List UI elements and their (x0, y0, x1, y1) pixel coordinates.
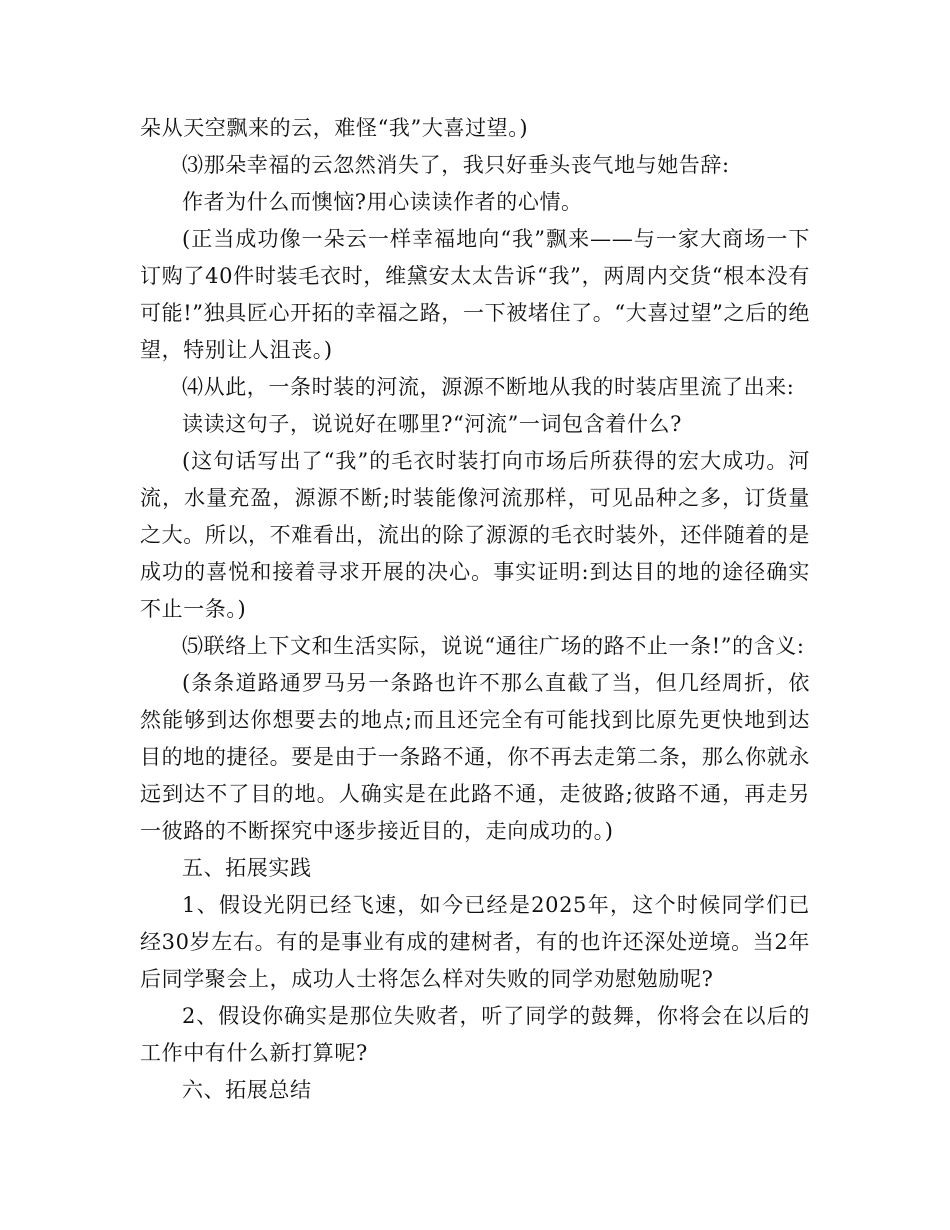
answer-4: (这句话写出了“我”的毛衣时装打向市场后所获得的宏大成功。河流，水量充盈，源源不断;时装能像河流那样，可见品种之多，订货量之大。所以，不难看出，流出的除了源源的毛衣时装外，还伴随着的是成功的喜悦和接着寻求开展的决心。事实证明:到达目的地的途径确实不止一条。) (140, 449, 810, 621)
answer-3: (正当成功像一朵云一样幸福地向“我”飘来——与一家大商场一下订购了40件时装毛衣时，维黛安太太告诉“我”，两周内交货“根本没有可能!”独具匠心开拓的幸福之路，一下被堵住了。“大喜过望”之后的绝望，特别让人沮丧。) (140, 227, 810, 362)
question-5: ⑸联络上下文和生活实际，说说“通往广场的路不止一条!”的含义: (182, 634, 805, 658)
question-4-prompt: 读读这句子，说说好在哪里?“河流”一词包含着什么? (182, 412, 682, 436)
answer-5: (条条道路通罗马另一条路也许不那么直截了当，但几经周折，依然能够到达你想要去的地点;而且还完全有可能找到比原先更快地到达目的地的捷径。要是由于一条路不通，你不再去走第二条，那么你就永远到达不了目的地。人确实是在此路不通，走彼路;彼路不通，再走另一彼路的不断探究中逐步接近目的，走向成功的。) (140, 671, 810, 843)
practice-item-1: 1、假设光阴已经飞速，如今已经是2025年，这个时候同学们已经30岁左右。有的是事业有成的建树者，有的也许还深处逆境。当2年后同学聚会上，成功人士将怎么样对失败的同学劝慰勉励呢? (140, 893, 810, 991)
practice-item-2: 2、假设你确实是那位失败者，听了同学的鼓舞，你将会在以后的工作中有什么新打算呢? (140, 1004, 810, 1065)
question-3-prompt: 作者为什么而懊恼?用心读读作者的心情。 (182, 190, 583, 214)
document-body (140, 110, 810, 1109)
question-3: ⑶那朵幸福的云忽然消失了，我只好垂头丧气地与她告辞: (182, 153, 730, 177)
question-4: ⑷从此，一条时装的河流，源源不断地从我的时装店里流了出来: (182, 375, 795, 399)
section-heading-6: 六、拓展总结 (182, 1078, 312, 1102)
paragraph-continuation: 朵从天空飘来的云，难怪“我”大喜过望。) (140, 116, 529, 140)
section-heading-5: 五、拓展实践 (182, 856, 312, 880)
